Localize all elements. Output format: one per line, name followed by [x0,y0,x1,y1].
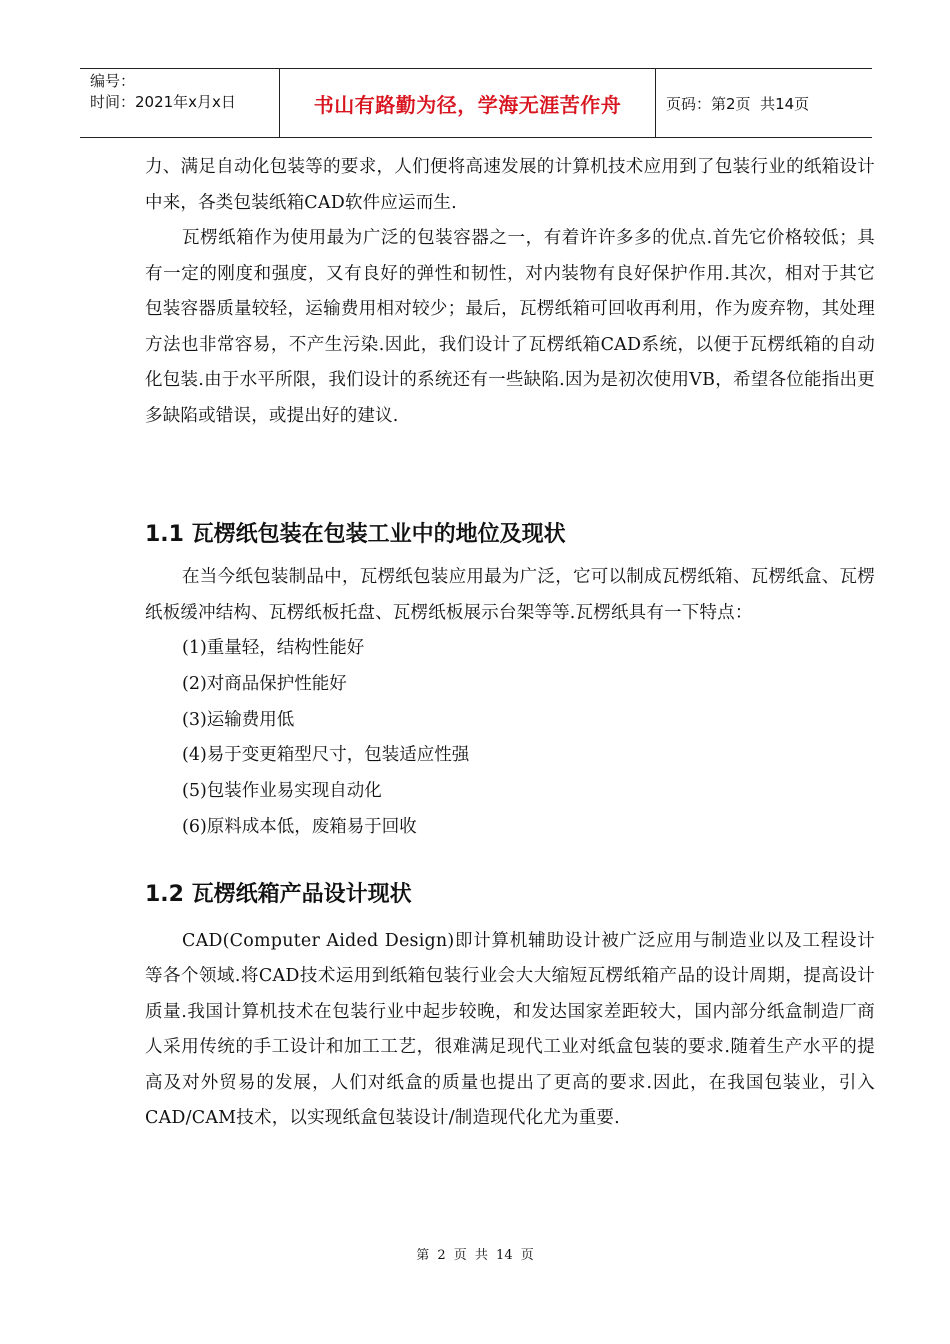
section-heading-1-1: 1.1 瓦楞纸包装在包装工业中的地位及现状 [145,522,566,547]
list-item: (5)包装作业易实现自动化 [182,781,382,802]
document-time-label: 时间：2021年x月x日 [90,93,236,111]
document-body [145,150,875,1137]
header-motto: 书山有路勤为径，学海无涯苦作舟 [280,69,656,137]
intro-paragraph-2: 瓦楞纸箱作为使用最为广泛的包装容器之一，有着许许多多的优点.首先它价格较低；具有一定的刚度和强度，又有良好的弹性和韧性，对内装物有良好保护作用.其次，相对于其它包装容器质量较轻，运输费用相对较少；最后，瓦楞纸箱可回收再利用，作为废弃物，其处理方法也非常容易，不产生污染.因此，我们设计了瓦楞纸箱CAD系统，以便于瓦楞纸箱的自动化包装.由于水平所限，我们设计的系统还有一些缺陷.因为是初次使用VB，希望各位能指出更多缺陷或错误，或提出好的建议. [145,228,875,426]
section-heading-1-2: 1.2 瓦楞纸箱产品设计现状 [145,881,412,907]
list-item: (2)对商品保护性能好 [182,673,347,694]
header-page-label: 页码：第2页 共14页 [666,94,810,113]
list-item: (6)原料成本低，废箱易于回收 [182,816,417,837]
section-1-1-paragraph: 在当今纸包装制品中，瓦楞纸包装应用最为广泛，它可以制成瓦楞纸箱、瓦楞纸盒、瓦楞纸板缓冲结构、瓦楞纸板托盘、瓦楞纸板展示台架等等.瓦楞纸具有一下特点： [145,567,875,623]
page-footer: 第 2 页 共 14 页 [416,1248,534,1263]
feature-list [145,631,875,846]
list-item: (4)易于变更箱型尺寸，包装适应性强 [182,745,470,766]
list-item: (1)重量轻，结构性能好 [182,638,365,658]
list-item: (3)运输费用低 [182,709,295,730]
document-number-label: 编号： [90,72,136,90]
intro-paragraph-1: 力、满足自动化包装等的要求，人们便将高速发展的计算机技术应用到了包装行业的纸箱设计中来，各类包装纸箱CAD软件应运而生. [145,157,875,213]
header-page-info [656,69,872,137]
header-meta [80,69,280,137]
page-header [80,68,872,138]
section-1-2-paragraph: CAD(Computer Aided Design)即计算机辅助设计被广泛应用与制造业以及工程设计等各个领域.将CAD技术运用到纸箱包装行业会大大缩短瓦楞纸箱产品的设计周期，提高设计质量.我国计算机技术在包装行业中起步较晚，和发达国家差距较大，国内部分纸盒制造厂商人采用传统的手工设计和加工工艺，很难满足现代工业对纸盒包装的要求.随着生产水平的提高及对外贸易的发展，人们对纸盒的质量也提出了更高的要求.因此，在我国包装业，引入CAD/CAM技术，以实现纸盒包装设计/制造现代化尤为重要. [145,930,875,1129]
